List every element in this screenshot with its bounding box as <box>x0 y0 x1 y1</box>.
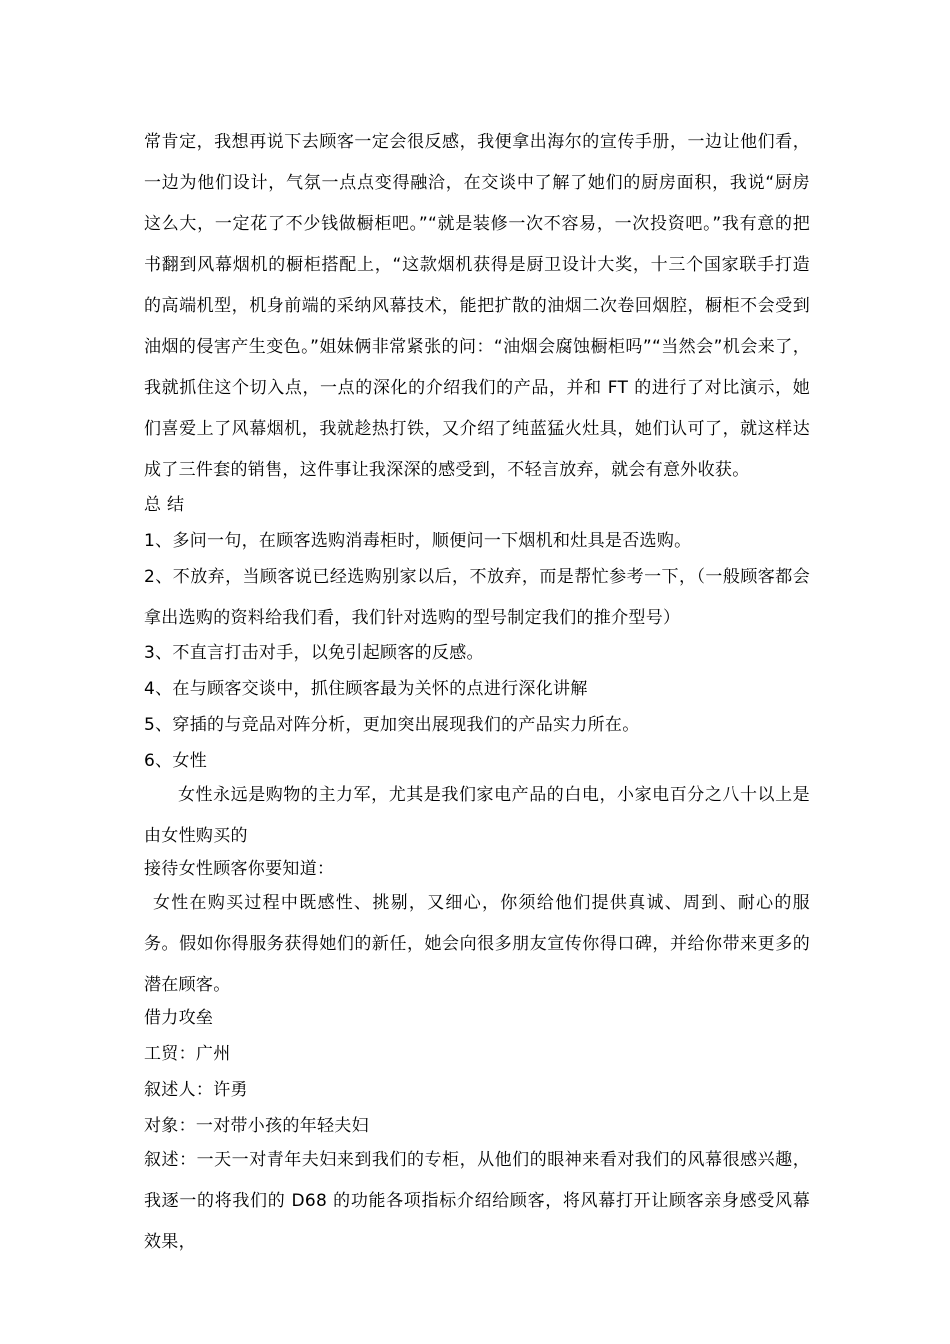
document-page <box>144 122 810 1263</box>
summary-item-6: 6、女性 <box>144 751 208 771</box>
case-narrative: 叙述：一天一对青年夫妇来到我们的专柜，从他们的眼神来看对我们的风幕很感兴趣，我逐一的将我们的 D68 的功能各项指标介绍给顾客，将风幕打开让顾客亲身感受风幕效果， <box>144 1150 810 1252</box>
case-narrator: 叙述人：许勇 <box>144 1080 248 1100</box>
summary-item-2: 2、不放弃，当顾客说已经选购别家以后，不放弃，而是帮忙参考一下，（一般顾客都会拿出选购的资料给我们看，我们针对选购的型号制定我们的推介型号） <box>144 567 810 628</box>
women-tip-heading: 接待女性顾客你要知道： <box>144 859 335 879</box>
case-target: 对象：一对带小孩的年轻夫妇 <box>144 1116 369 1136</box>
story-paragraph: 常肯定，我想再说下去顾客一定会很反感，我便拿出海尔的宣传手册，一边让他们看，一边为他们设计，气氛一点点变得融洽，在交谈中了解了她们的厨房面积，我说“厨房这么大，一定花了不少钱做橱柜吧。”“就是装修一次不容易，一次投资吧。”我有意的把书翻到风幕烟机的橱柜搭配上，“这款烟机获得是厨卫设计大奖，十三个国家联手打造的高端机型，机身前端的采纳风幕技术，能把扩散的油烟二次卷回烟腔，橱柜不会受到油烟的侵害产生变色。”姐妹俩非常紧张的问：“油烟会腐蚀橱柜吗”“当然会”机会来了，我就抓住这个切入点，一点的深化的介绍我们的产品，并和 FT 的进行了对比演示，她们喜爱上了风幕烟机，我就趁热打铁，又介绍了纯蓝猛火灶具，她们认可了，就这样达成了三件套的销售，这件事让我深深的感受到，不轻言放弃，就会有意外收获。 <box>144 132 810 480</box>
women-paragraph: 女性永远是购物的主力军，尤其是我们家电产品的白电，小家电百分之八十以上是由女性购买的 <box>144 785 810 846</box>
case-title: 借力攻垒 <box>144 1008 214 1028</box>
summary-item-4: 4、在与顾客交谈中，抓住顾客最为关怀的点进行深化讲解 <box>144 679 588 699</box>
women-tip-body: 女性在购买过程中既感性、挑剔，又细心，你须给他们提供真诚、周到、耐心的服务。假如你得服务获得她们的新任，她会向很多朋友宣传你得口碑，并给你带来更多的潜在顾客。 <box>144 893 810 995</box>
summary-item-5: 5、穿插的与竞品对阵分析，更加突出展现我们的产品实力所在。 <box>144 715 640 735</box>
case-company: 工贸：广州 <box>144 1044 231 1064</box>
summary-heading: 总 结 <box>144 495 185 515</box>
summary-item-3: 3、不直言打击对手，以免引起顾客的反感。 <box>144 643 484 663</box>
summary-item-1: 1、多问一句，在顾客选购消毒柜时，顺便问一下烟机和灶具是否选购。 <box>144 531 692 551</box>
